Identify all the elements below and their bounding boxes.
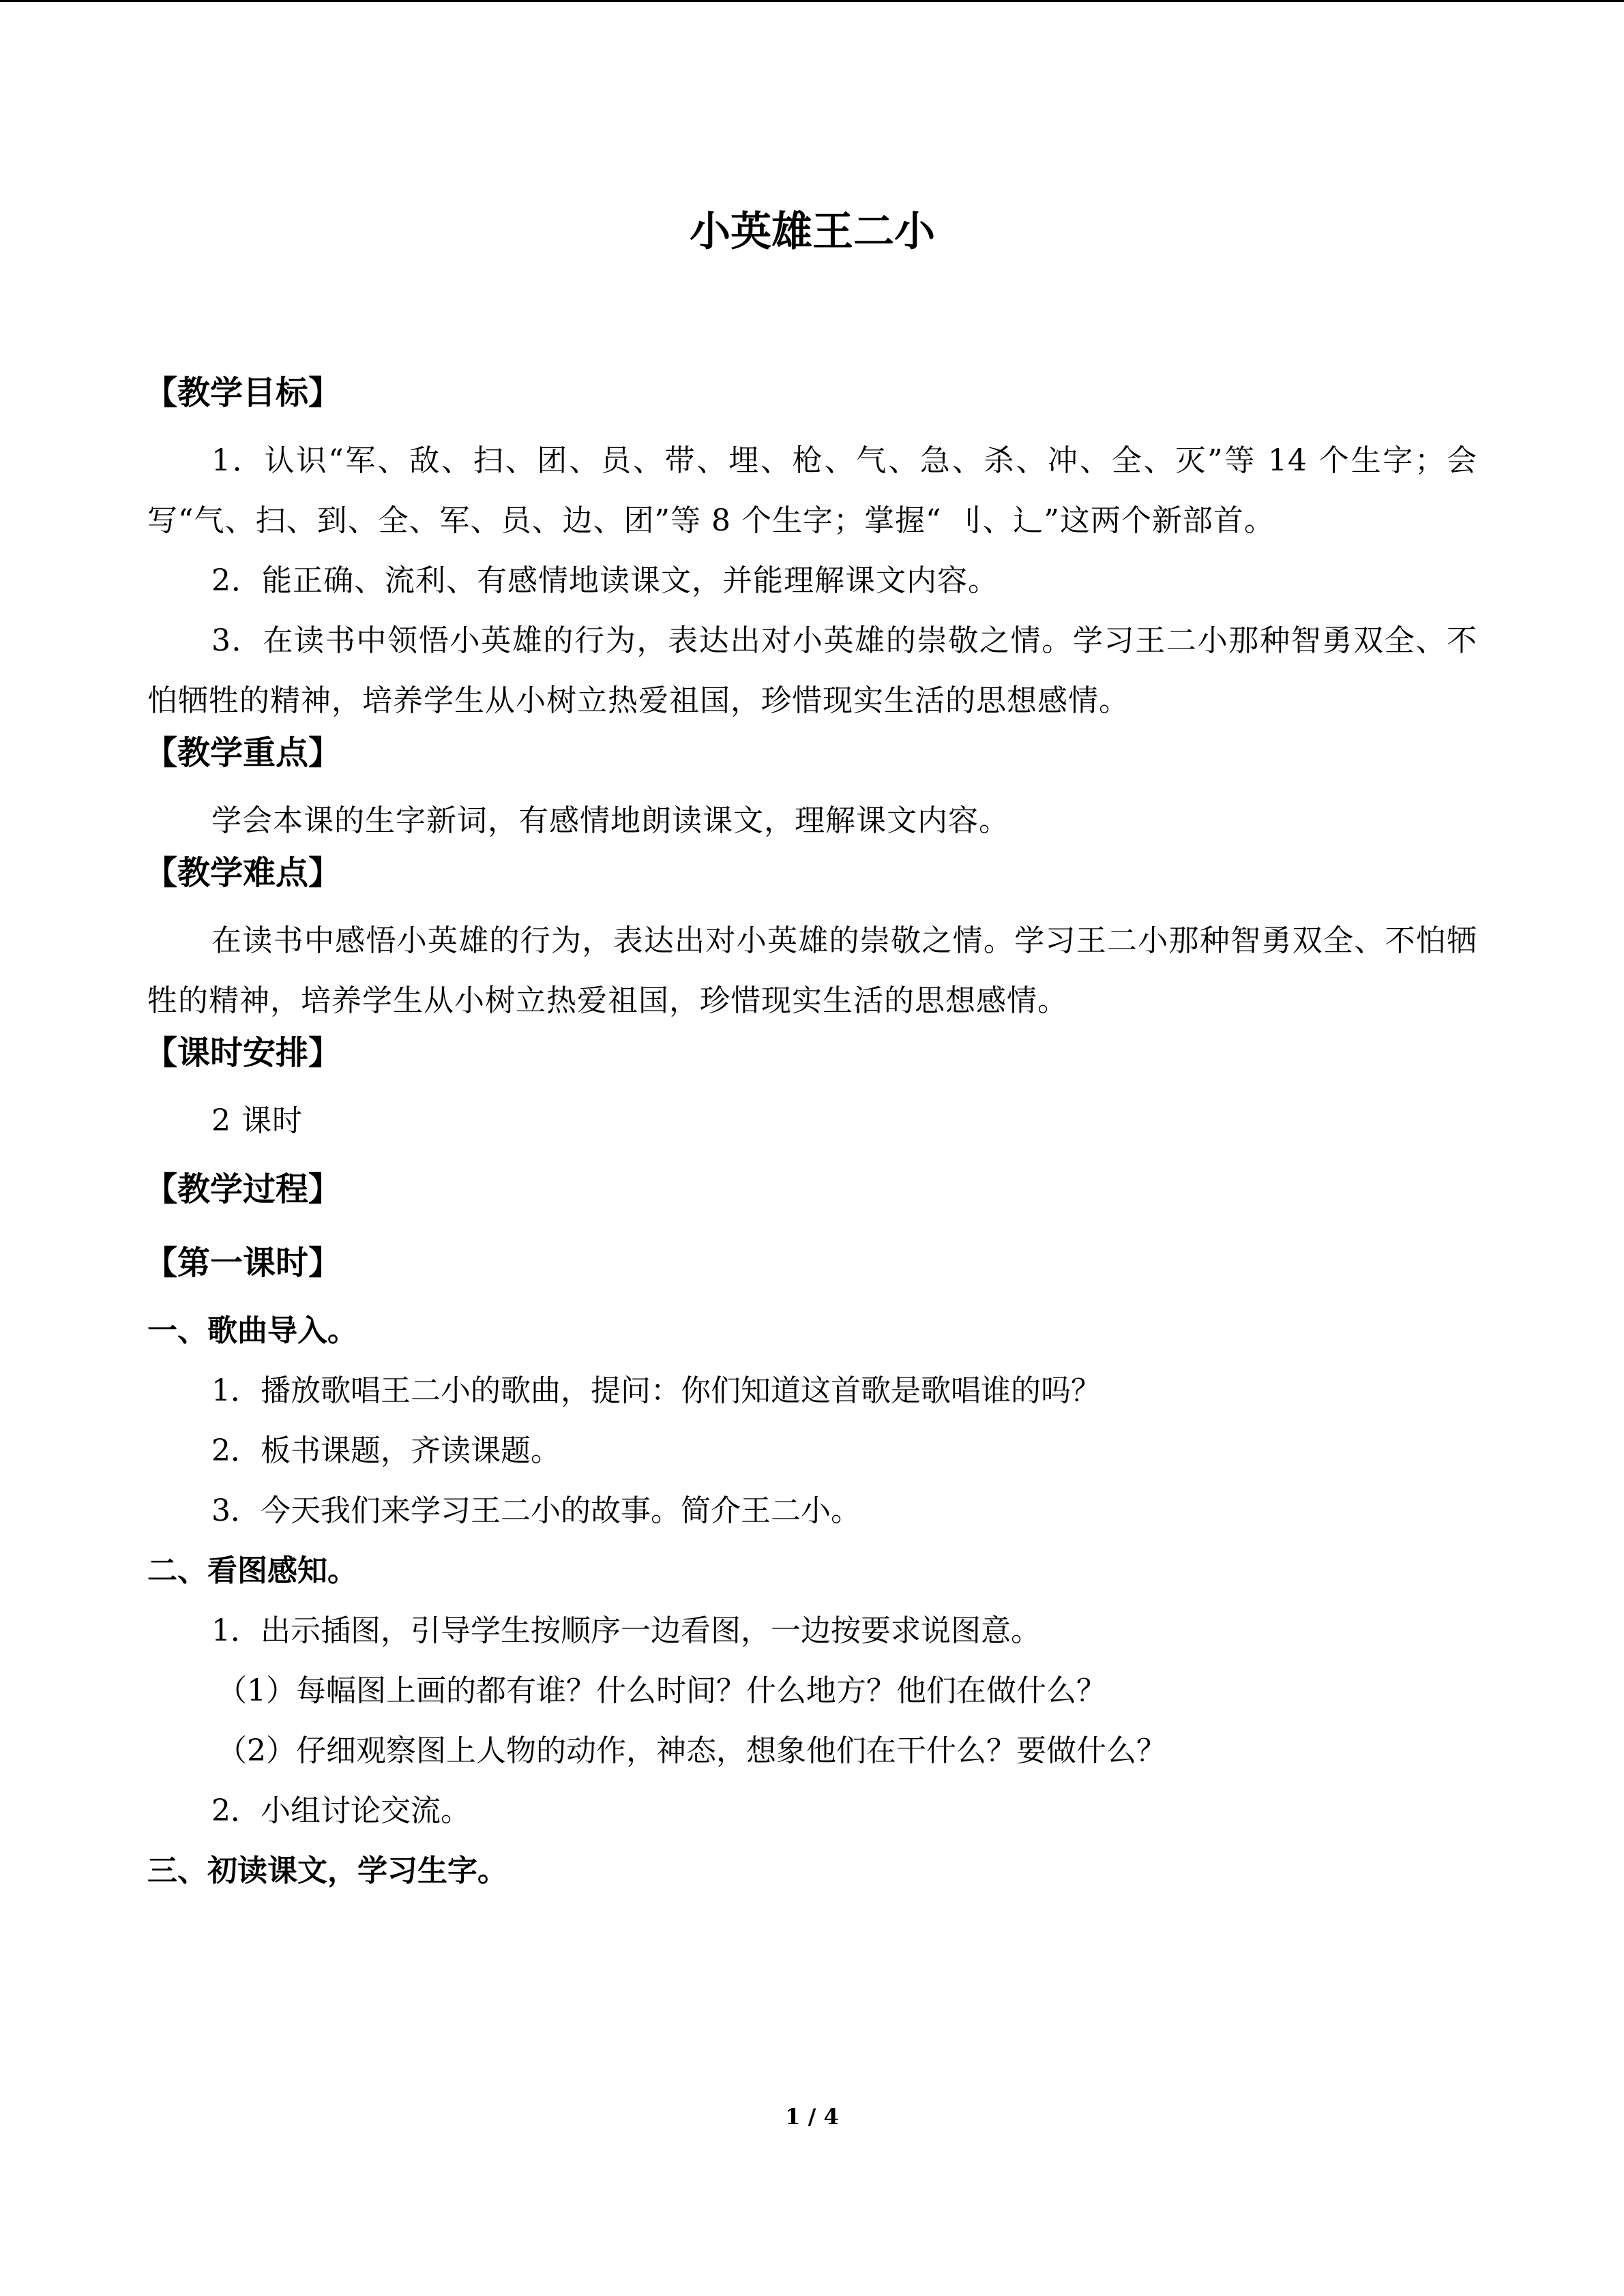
step-item: 2．小组讨论交流。 xyxy=(211,1793,471,1828)
process-heading: 【教学过程】 xyxy=(145,1170,342,1208)
step-item: 2．板书课题，齐读课题。 xyxy=(211,1433,561,1468)
key-points-text: 学会本课的生字新词，有感情地朗读课文，理解课文内容。 xyxy=(211,803,1009,838)
objectives-heading: 【教学目标】 xyxy=(145,374,342,412)
step-heading: 二、看图感知。 xyxy=(147,1553,357,1588)
step-heading: 三、初读课文，学习生字。 xyxy=(147,1853,507,1888)
objective-item: 1．认识“军、敌、扫、团、员、带、埋、枪、气、急、杀、冲、全、灭”等 14 个生字；会写“气、扫、到、全、军、员、边、团”等 8 个生字；掌握“ 刂、辶”这两个新部首。 xyxy=(147,443,1477,538)
step-item: 1．播放歌唱王二小的歌曲，提问：你们知道这首歌是歌唱谁的吗？ xyxy=(211,1373,1101,1408)
step-subitem: （1）每幅图上画的都有谁？什么时间？什么地方？他们在做什么？ xyxy=(217,1673,1106,1708)
lesson-heading: 【第一课时】 xyxy=(145,1244,342,1282)
step-item: 3．今天我们来学习王二小的故事。简介王二小。 xyxy=(211,1493,861,1528)
objective-item: 2．能正确、流利、有感情地读课文，并能理解课文内容。 xyxy=(211,563,999,598)
page-top-border xyxy=(0,0,1624,2)
page-number: 1 / 4 xyxy=(785,2104,839,2130)
schedule-heading: 【课时安排】 xyxy=(145,1034,342,1072)
step-heading: 一、歌曲导入。 xyxy=(147,1313,357,1348)
difficulties-heading: 【教学难点】 xyxy=(145,854,342,892)
objective-item: 3．在读书中领悟小英雄的行为，表达出对小英雄的崇敬之情。学习王二小那种智勇双全、不怕牺牲的精神，培养学生从小树立热爱祖国，珍惜现实生活的思想感情。 xyxy=(147,623,1477,718)
step-subitem: （2）仔细观察图上人物的动作，神态，想象他们在干什么？要做什么？ xyxy=(217,1733,1166,1768)
document-page xyxy=(147,205,1477,1901)
key-points-heading: 【教学重点】 xyxy=(145,734,342,772)
document-title: 小英雄王二小 xyxy=(690,208,935,256)
difficulties-text: 在读书中感悟小英雄的行为，表达出对小英雄的崇敬之情。学习王二小那种智勇双全、不怕牺牲的精神，培养学生从小树立热爱祖国，珍惜现实生活的思想感情。 xyxy=(147,923,1477,1018)
step-item: 1．出示插图，引导学生按顺序一边看图，一边按要求说图意。 xyxy=(211,1613,1041,1648)
schedule-text: 2 课时 xyxy=(211,1103,303,1138)
